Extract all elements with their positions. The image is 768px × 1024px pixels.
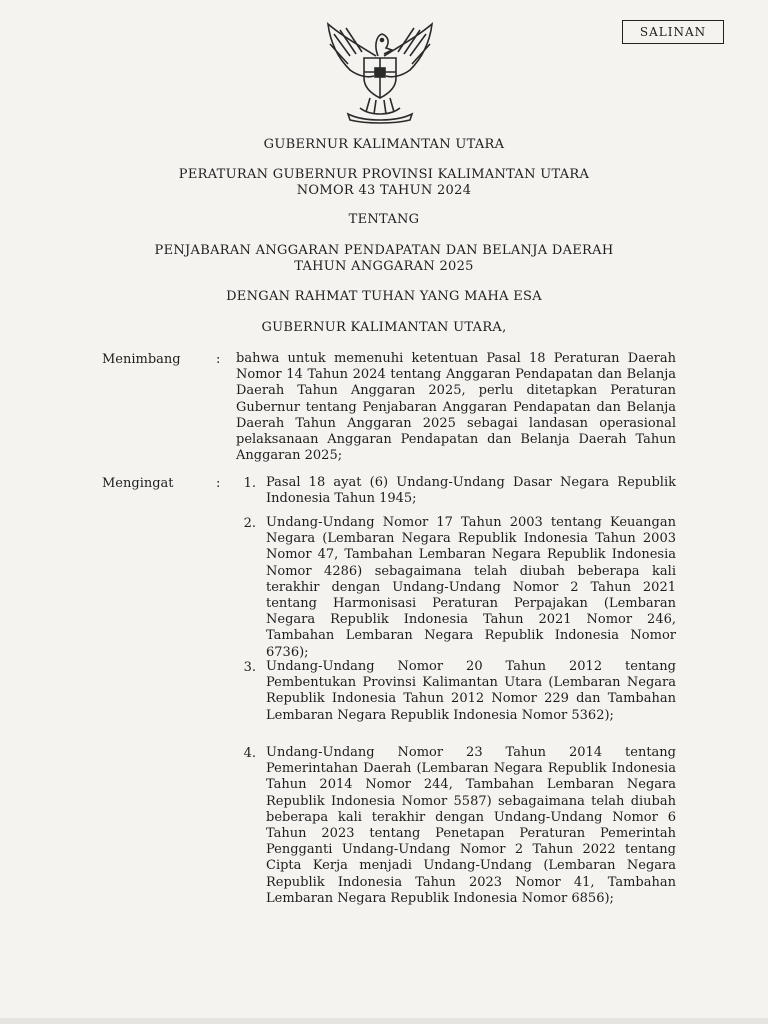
- menimbang-text: bahwa untuk memenuhi ketentuan Pasal 18 Peraturan Daerah Nomor 14 Tahun 2024 tentang Anggaran Pendapatan dan Belanja Daerah Tahun Anggaran 2025, perlu ditetapkan Peraturan Gubernur tentang Penjabaran Anggaran Pendapatan dan Belanja Daerah Tahun Anggaran 2025 sebagai landasan operasional pelaksanaan Anggaran Pendapatan dan Belanja Daerah Tahun Anggaran 2025;: [236, 351, 676, 464]
- salinan-stamp: SALINAN: [622, 20, 724, 44]
- regulation-title-line1: PERATURAN GUBERNUR PROVINSI KALIMANTAN UTARA: [178, 167, 590, 182]
- mengingat-item-text: Undang-Undang Nomor 20 Tahun 2012 tentang Pembentukan Provinsi Kalimantan Utara (Lembaran Negara Republik Indonesia Tahun 2012 Nomor 229 dan Tambahan Lembaran Negara Republik Indonesia Nomor 5362);: [266, 659, 676, 723]
- mengingat-item-number: 3.: [243, 660, 256, 675]
- subject-line2: TAHUN ANGGARAN 2025: [294, 259, 474, 274]
- about-heading: TENTANG: [348, 212, 420, 227]
- mengingat-colon: :: [216, 476, 221, 491]
- mengingat-item-text: Undang-Undang Nomor 23 Tahun 2014 tentang Pemerintahan Daerah (Lembaran Negara Republik Indonesia Tahun 2014 Nomor 244, Tambahan Lembaran Negara Republik Indonesia Nomor 5587) sebagaimana telah diubah beberapa kali terakhir dengan Undang-Undang Nomor 6 Tahun 2023 tentang Penetapan Peraturan Pemerintah Pengganti Undang-Undang Nomor 2 Tahun 2022 tentang Cipta Kerja menjadi Undang-Undang (Lembaran Negara Republik Indonesia Tahun 2023 Nomor 41, Tambahan Lembaran Negara Republik Indonesia Nomor 6856);: [266, 745, 676, 906]
- mengingat-item-number: 4.: [243, 746, 256, 761]
- page-bottom-edge: [0, 1018, 768, 1024]
- garuda-emblem-icon: [320, 16, 440, 124]
- regulation-title-line2: NOMOR 43 TAHUN 2024: [296, 183, 472, 198]
- menimbang-colon: :: [216, 352, 221, 367]
- mengingat-item-number: 1.: [243, 476, 256, 491]
- signatory-heading: GUBERNUR KALIMANTAN UTARA,: [261, 320, 507, 335]
- mengingat-label: Mengingat: [102, 476, 174, 491]
- authority-heading: GUBERNUR KALIMANTAN UTARA: [263, 137, 505, 152]
- mengingat-item-number: 2.: [243, 516, 256, 531]
- invocation: DENGAN RAHMAT TUHAN YANG MAHA ESA: [226, 289, 542, 304]
- mengingat-item-text: Pasal 18 ayat (6) Undang-Undang Dasar Negara Republik Indonesia Tahun 1945;: [266, 475, 676, 507]
- mengingat-item-text: Undang-Undang Nomor 17 Tahun 2003 tentang Keuangan Negara (Lembaran Negara Republik Indonesia Tahun 2003 Nomor 47, Tambahan Lembaran Negara Republik Indonesia Nomor 4286) sebagaimana telah diubah beberapa kali terakhir dengan Undang-Undang Nomor 2 Tahun 2021 tentang Harmonisasi Peraturan Perpajakan (Lembaran Negara Republik Indonesia Tahun 2021 Nomor 246, Tambahan Lembaran Negara Republik Indonesia Nomor 6736);: [266, 515, 676, 660]
- subject-line1: PENJABARAN ANGGARAN PENDAPATAN DAN BELANJA DAERAH: [154, 243, 614, 258]
- menimbang-label: Menimbang: [102, 352, 181, 367]
